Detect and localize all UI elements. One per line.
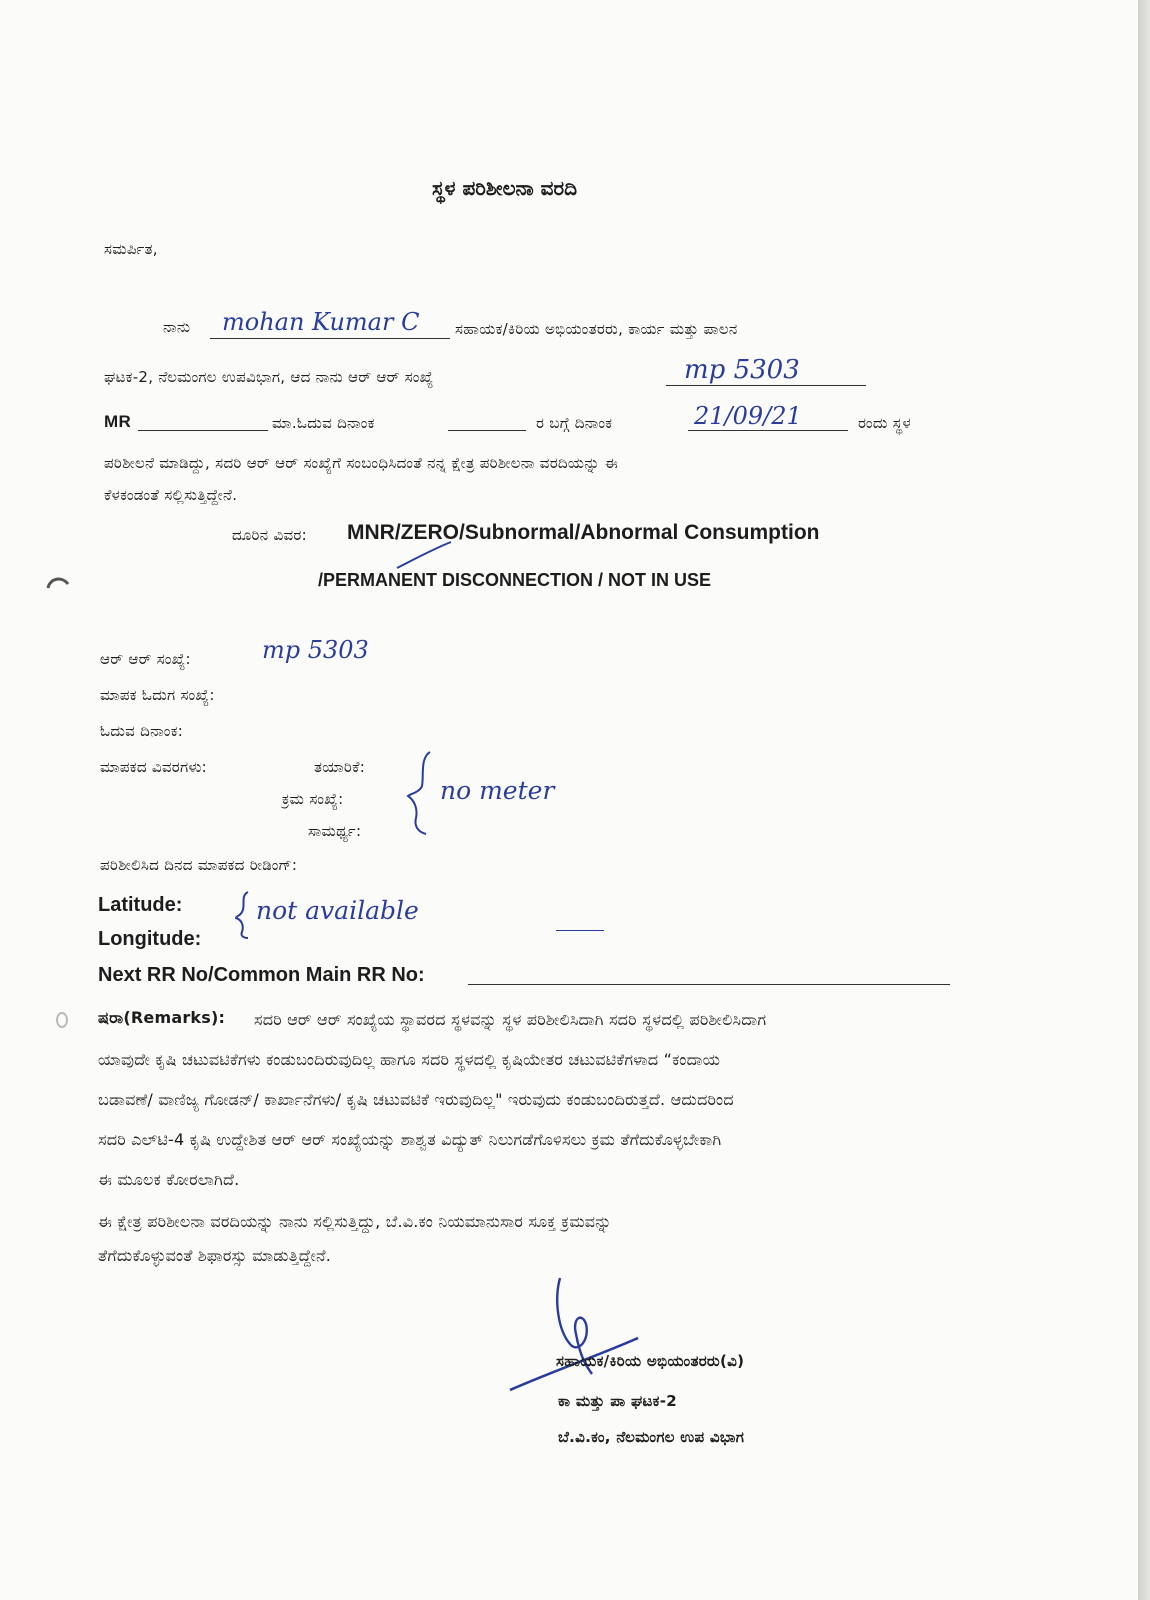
latitude-label: Latitude: [98,894,183,916]
reading-date-label: ಮಾ.ಓದುವ ದಿನಾಂಕ [272,414,375,432]
brace-mark-coords [232,890,256,940]
stray-pen-stroke [556,930,604,931]
ra-bagge-label: ರ ಬಗ್ಗೆ ದಿನಾಂಕ [536,414,613,432]
mr-label: MR [104,412,132,431]
reading-date-line [448,430,526,431]
rr-value-handwritten: mp 5303 [262,636,369,664]
intro-line4: ಪರಿಶೀಲನೆ ಮಾಡಿದ್ದು, ಸದರಿ ಆರ್ ಆರ್ ಸಂಖ್ಯೆಗೆ ಸಂಬಂಧಿಸಿದಂತೆ ನನ್ನ ಕ್ಷೇತ್ರ ಪರಿಶೀಲನಾ ವರದಿಯನ್ನು ಈ [104,454,619,472]
mr-line [138,430,268,431]
complaint-label: ದೂರಿನ ವಿವರ: [232,526,307,544]
capacity-label: ಸಾಮರ್ಥ್ಯ: [308,822,362,840]
page-edge-shadow [1138,0,1150,1600]
inspection-date-line [688,430,848,431]
officer-name-line [210,338,450,339]
remarks-line5: ಈ ಮೂಲಕ ಕೋರಲಾಗಿದೆ. [98,1170,240,1189]
next-rr-label: Next RR No/Common Main RR No: [98,964,425,986]
intro-naanu: ನಾನು [163,318,191,336]
remarks-line2: ಯಾವುದೇ ಕೃಷಿ ಚಟುವಟಿಕೆಗಳು ಕಂಡುಬಂದಿರುವುದಿಲ್ಲ ಹಾಗೂ ಸದರಿ ಸ್ಥಳದಲ್ಲಿ ಕೃಷಿಯೇತರ ಚಟುವಟಿಕೆಗಳಾದ “ಕಂದಾಯ [98,1050,721,1069]
meter-reader-label: ಮಾಪಕ ಓದುಗ ಸಂಖ್ಯೆ: [100,686,215,704]
rr-number-line [666,385,866,386]
punch-hole-mark [44,572,74,602]
reading-day-label: ಓದುವ ದಿನಾಂಕ: [100,722,184,740]
remarks-line1: ಸದರಿ ಆರ್ ಆರ್ ಸಂಖ್ಯೆಯ ಸ್ಥಾವರದ ಸ್ಥಳವನ್ನು ಸ್ಥಳ ಪರಿಶೀಲಿಸಿದಾಗಿ ಸದರಿ ಸ್ಥಳದಲ್ಲಿ ಪರಿಶೀಲಿಸಿದಾಗ [254,1010,767,1029]
next-rr-line [468,984,950,985]
manufacturer-label: ತಯಾರಿಕೆ: [314,758,366,776]
reading-on-day-label: ಪರಿಶೀಲಿಸಿದ ದಿನದ ಮಾಪಕದ ರೀಡಿಂಗ್: [100,856,298,874]
intro-line5: ಕೆಳಕಂಡಂತೆ ಸಲ್ಲಿಸುತ್ತಿದ್ದೇನೆ. [104,486,238,504]
intro-line2: ಘಟಕ-2, ನೆಲಮಂಗಲ ಉಪವಿಭಾಗ, ಆದ ನಾನು ಆರ್ ಆರ್ ಸಂಖ್ಯೆ [104,368,434,386]
complaint-types: MNR/ZERO/Subnormal/Abnormal Consumption [347,521,820,544]
signature-designation: ಸಹಾಯಕ/ಕಿರಿಯ ಅಭಿಯಂತರರು(ವಿ) [556,1352,745,1370]
coords-note-handwritten: not available [256,896,419,925]
signature-mark [506,1270,666,1400]
rr-number-handwritten: mp 5303 [684,355,800,385]
signature-office: ಬೆ.ವಿ.ಕಂ, ನೆಲಮಂಗಲ ಉಪ ವಿಭಾಗ [558,1428,745,1446]
punch-hole-mark-2 [52,1008,76,1032]
officer-name-handwritten: mohan Kumar C [222,308,420,336]
page-title: ಸ್ಥಳ ಪರಿಶೀಲನಾ ವರದಿ [432,176,578,200]
designation-line1: ಸಹಾಯಕ/ಕಿರಿಯ ಅಭಿಯಂತರರು, ಕಾರ್ಯ ಮತ್ತು ಪಾಲನ [455,320,738,338]
remarks-line4: ಸದರಿ ಎಲ್‌ಟಿ-4 ಕೃಷಿ ಉದ್ದೇಶಿತ ಆರ್ ಆರ್ ಸಂಖ್ಯೆಯನ್ನು ಶಾಶ್ವತ ವಿದ್ಯುತ್ ನಿಲುಗಡೆಗೊಳಿಸಲು ಕ್ರಮ ತೆಗೆದುಕೊಳ್ಳಬೇಕಾಗಿ [98,1130,722,1149]
remarks-line3: ಬಡಾವಣೆ/ ವಾಣಿಜ್ಯ ಗೋಡನ್/ ಕಾರ್ಖಾನೆಗಳು/ ಕೃಷಿ ಚಟುವಟಿಕೆ ಇರುವುದಿಲ್ಲ" ಇರುವುದು ಕಂಡುಬಂದಿರುತ್ತದೆ. ಆದುದರಿಂದ [98,1090,734,1109]
remarks-label: ಷರಾ(Remarks): [98,1008,226,1027]
salutation: ಸಮರ್ಪಿತ, [104,240,158,258]
serial-label: ಕ್ರಮ ಸಂಖ್ಯೆ: [282,790,344,808]
complaint-types-line2: /PERMANENT DISCONNECTION / NOT IN USE [318,570,712,590]
inspection-date-handwritten: 21/09/21 [694,402,802,430]
meter-details-label: ಮಾಪಕದ ವಿವರಗಳು: [100,758,208,776]
signature-unit: ಕಾ ಮತ್ತು ಪಾ ಘಟಕ-2 [558,1392,677,1410]
randu-label: ರಂದು ಸ್ಥಳ [858,414,911,432]
meter-note-handwritten: no meter [440,776,555,805]
closing-line2: ತೆಗೆದುಕೊಳ್ಳುವಂತೆ ಶಿಫಾರಸ್ಸು ಮಾಡುತ್ತಿದ್ದೇನೆ. [98,1246,332,1265]
brace-mark [400,748,440,838]
closing-line1: ಈ ಕ್ಷೇತ್ರ ಪರಿಶೀಲನಾ ವರದಿಯನ್ನು ನಾನು ಸಲ್ಲಿಸುತ್ತಿದ್ದು, ಬೆ.ವಿ.ಕಂ ನಿಯಮಾನುಸಾರ ಸೂಕ್ತ ಕ್ರಮವನ್ನು [98,1212,612,1231]
rr-label: ಆರ್ ಆರ್ ಸಂಖ್ಯೆ: [100,650,191,668]
longitude-label: Longitude: [98,928,202,950]
